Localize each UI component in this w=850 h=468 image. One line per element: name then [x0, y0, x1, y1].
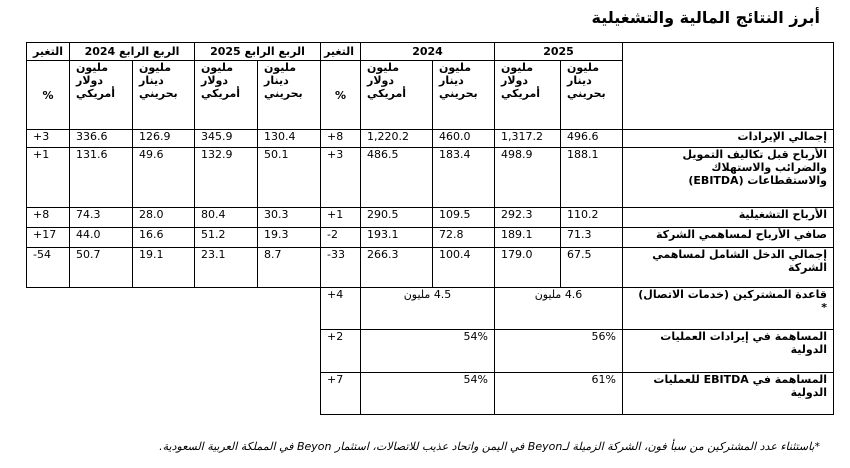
table-row [27, 228, 834, 248]
value-cell: 496.6 [561, 130, 623, 148]
value-cell: 50.1 [258, 148, 321, 208]
table-row [27, 208, 834, 228]
value-cell: 460.0 [433, 130, 495, 148]
value-cell: 179.0 [495, 248, 561, 288]
value-cell: 1,317.2 [495, 130, 561, 148]
value-cell-2025: 4.6 مليون [495, 288, 623, 330]
unit-header-usd: مليون دولار أمريكي [495, 61, 561, 130]
value-cell: 189.1 [495, 228, 561, 248]
value-cell: 109.5 [433, 208, 495, 228]
value-cell: 126.9 [133, 130, 195, 148]
row-label: قاعدة المشتركين (خدمات الاتصال) * [623, 288, 834, 330]
value-cell: 336.6 [70, 130, 133, 148]
quarter-change-header: التغير [27, 43, 70, 61]
table-row [27, 148, 834, 208]
page-title: أبرز النتائج المالية والتشغيلية [591, 8, 820, 27]
annual-change-header: التغير [321, 43, 361, 61]
year-2025-header: 2025 [495, 43, 623, 61]
value-cell: 74.3 [70, 208, 133, 228]
value-cell: 16.6 [133, 228, 195, 248]
year-2024-header: 2024 [361, 43, 495, 61]
value-cell: 1,220.2 [361, 130, 433, 148]
row-label: الأرباح التشغيلية [623, 208, 834, 228]
value-cell: 23.1 [195, 248, 258, 288]
value-cell: 183.4 [433, 148, 495, 208]
q4-2025-header: الربع الرابع 2025 [195, 43, 321, 61]
change-cell: +8 [321, 130, 361, 148]
change-cell: -54 [27, 248, 70, 288]
row-label: المساهمة في EBITDA للعمليات الدولية [623, 373, 834, 415]
q4-2024-header: الربع الرابع 2024 [70, 43, 195, 61]
value-cell: 19.3 [258, 228, 321, 248]
value-cell: 8.7 [258, 248, 321, 288]
value-cell: 130.4 [258, 130, 321, 148]
value-cell: 292.3 [495, 208, 561, 228]
unit-header-bhd: مليون دينار بحريني [433, 61, 495, 130]
value-cell-2025: 56% [495, 330, 623, 373]
value-cell: 188.1 [561, 148, 623, 208]
header-row-years [27, 43, 834, 61]
change-cell: +7 [321, 373, 361, 415]
unit-header-bhd: مليون دينار بحريني [258, 61, 321, 130]
change-cell: +1 [321, 208, 361, 228]
value-cell: 51.2 [195, 228, 258, 248]
change-cell: +17 [27, 228, 70, 248]
value-cell-2024: 54% [361, 330, 495, 373]
change-cell: +8 [27, 208, 70, 228]
operational-row [27, 330, 834, 373]
value-cell: 72.8 [433, 228, 495, 248]
operational-row [27, 373, 834, 415]
footnote: *باستثناء عدد المشتركين من سبأ فون، الشركة الزميلة لـBeyon في اليمن واتحاد عذيب للاتصالات، استثمار Beyon في المملكة العربية السعودية. [159, 440, 820, 453]
row-label: الأرباح قبل تكاليف التمويل والضرائب والاستهلاك والاستقطاعات (EBITDA) [623, 148, 834, 208]
row-label: إجمالي الدخل الشامل لمساهمي الشركة [623, 248, 834, 288]
row-label: صافي الأرباح لمساهمي الشركة [623, 228, 834, 248]
financial-results-table [26, 42, 834, 415]
change-cell: +1 [27, 148, 70, 208]
change-cell: +4 [321, 288, 361, 330]
value-cell: 30.3 [258, 208, 321, 228]
unit-header-usd: مليون دولار أمريكي [70, 61, 133, 130]
change-cell: +3 [321, 148, 361, 208]
value-cell: 50.7 [70, 248, 133, 288]
value-cell: 498.9 [495, 148, 561, 208]
change-cell: -33 [321, 248, 361, 288]
change-cell: +2 [321, 330, 361, 373]
value-cell: 110.2 [561, 208, 623, 228]
value-cell: 486.5 [361, 148, 433, 208]
value-cell: 19.1 [133, 248, 195, 288]
value-cell: 44.0 [70, 228, 133, 248]
value-cell: 290.5 [361, 208, 433, 228]
table-row [27, 130, 834, 148]
change-cell: +3 [27, 130, 70, 148]
unit-header-usd: مليون دولار أمريكي [195, 61, 258, 130]
value-cell: 132.9 [195, 148, 258, 208]
unit-header-bhd: مليون دينار بحريني [561, 61, 623, 130]
value-cell: 71.3 [561, 228, 623, 248]
unit-header-usd: مليون دولار أمريكي [361, 61, 433, 130]
value-cell: 100.4 [433, 248, 495, 288]
value-cell: 67.5 [561, 248, 623, 288]
value-cell: 49.6 [133, 148, 195, 208]
value-cell: 266.3 [361, 248, 433, 288]
label-header-cell [623, 43, 834, 130]
value-cell: 28.0 [133, 208, 195, 228]
table-row [27, 248, 834, 288]
value-cell: 80.4 [195, 208, 258, 228]
unit-header-bhd: مليون دينار بحريني [133, 61, 195, 130]
change-cell: -2 [321, 228, 361, 248]
value-cell: 345.9 [195, 130, 258, 148]
row-label: إجمالي الإيرادات [623, 130, 834, 148]
unit-header-pct: % [27, 61, 70, 130]
value-cell: 193.1 [361, 228, 433, 248]
operational-row [27, 288, 834, 330]
value-cell: 131.6 [70, 148, 133, 208]
value-cell-2024: 4.5 مليون [361, 288, 495, 330]
unit-header-pct: % [321, 61, 361, 130]
value-cell-2025: 61% [495, 373, 623, 415]
value-cell-2024: 54% [361, 373, 495, 415]
row-label: المساهمة في إيرادات العمليات الدولية [623, 330, 834, 373]
